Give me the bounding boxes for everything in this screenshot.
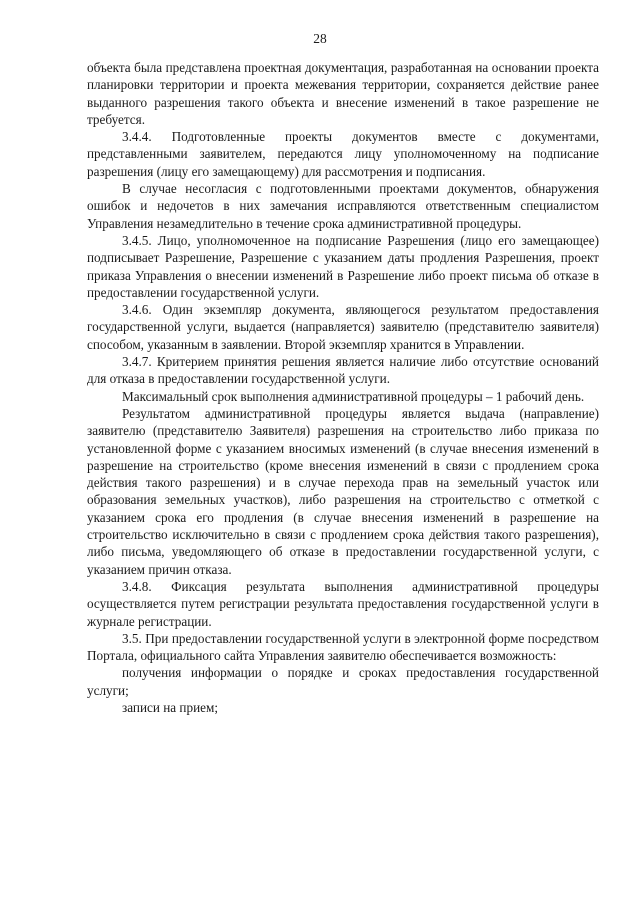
paragraph: получения информации о порядке и сроках предоставления государственной услуги; (87, 665, 599, 698)
paragraph: объекта была представлена проектная документация, разработанная на основании проекта планировки территории и проекта межевания территории, сохраняется действие ранее выданного разрешения такого объекта и внесение изменений в такое разрешение не требуется. (87, 60, 599, 127)
paragraph: 3.4.8. Фиксация результата выполнения административной процедуры осуществляется путем регистрации результата предоставления государственной услуги в журнале регистрации. (87, 578, 599, 629)
paragraph: записи на прием; (122, 699, 218, 715)
page-number: 28 (313, 31, 327, 46)
paragraph: Результатом административной процедуры является выдача (направление) заявителю (представителю Заявителя) разрешения на строительство либо приказа по установленной форме с указанием вносимых изменений (в случае внесения изменений в разрешение на строительство (кроме внесения изменений в связи с продлением срока действия такого разрешения) и в случае перехода прав на земельный участок или образования земельных участков), либо разрешения на строительство с отметкой с указанием срока его продления (в случае внесения изменений в разрешение на строительство исключительно в связи с продлением срока действия такого разрешения), либо письма, уведомляющего об отказе в предоставлении государственной услуги, с указанием причин отказа. (87, 405, 599, 577)
paragraph: 3.5. При предоставлении государственной услуги в электронной форме посредством Портала, официального сайта Управления заявителю обеспечивается возможность: (87, 630, 599, 664)
paragraph: В случае несогласия с подготовленными проектами документов, обнаружения ошибок и недочетов в них замечания исправляются ответственным специалистом Управления незамедлительно в течение срока административной процедуры. (87, 181, 599, 231)
paragraph: 3.4.4. Подготовленные проекты документов вместе с документами, представленными заявителем, передаются лицу уполномоченному на подписание разрешения (лицу его замещающему) для рассмотрения и подписания. (87, 129, 599, 179)
document-body (87, 59, 599, 716)
paragraph: 3.4.7. Критерием принятия решения является наличие либо отсутствие оснований для отказа в предоставлении государственной услуги. (87, 354, 599, 387)
paragraph: 3.4.6. Один экземпляр документа, являющегося результатом предоставления государственной услуги, выдается (направляется) заявителю (представителю заявителя) способом, указанным в заявлении. Второй экземпляр хранится в Управлении. (87, 302, 599, 352)
paragraph: Максимальный срок выполнения административной процедуры – 1 рабочий день. (122, 388, 585, 404)
paragraph: 3.4.5. Лицо, уполномоченное на подписание Разрешения (лицо его замещающее) подписывает Разрешение, Разрешение с указанием даты продления Разрешения, проект приказа Управления о внесении изменений в Разрешение либо проект письма об отказе в предоставлении государственной услуги. (87, 232, 599, 300)
